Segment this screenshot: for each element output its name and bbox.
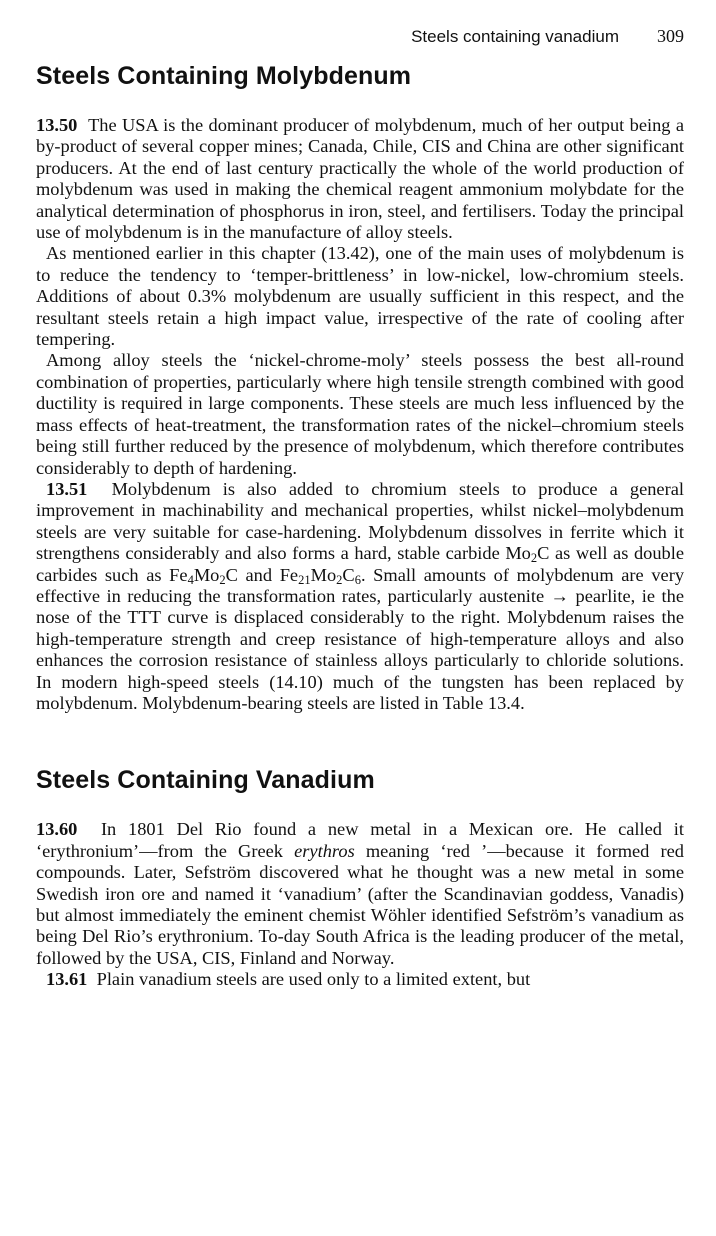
paragraph-number: 13.50 xyxy=(36,115,78,135)
subscript: 2 xyxy=(219,572,226,587)
paragraph-nickel-chrome-moly xyxy=(36,350,684,478)
subscript: 2 xyxy=(530,551,538,566)
italic-term: erythros xyxy=(294,840,355,861)
subscript: 2 xyxy=(336,572,343,587)
paragraph-text: C xyxy=(342,564,355,585)
paragraph-13-50 xyxy=(36,115,684,243)
paragraph-text: Molybdenum is also added to chromium steels to produce a general improvement in machinability and mechanical properties, whilst nickel–molybdenum steels are very suitable for case-hardening. Molybdenum dissolves in ferrite which it strengthens considerably and also forms a hard, stable carbide Mo xyxy=(36,478,684,564)
paragraph-text: As mentioned earlier in this chapter (13.42), one of the main uses of molybdenum is to reduce the tendency to ‘temper-brittleness’ in low-nickel, low-chromium steels. Additions of about 0.3% molybdenum are usually sufficient in this respect, and the resultant steels retain a high impact value, irrespective of the rate of cooling after tempering. xyxy=(36,243,684,350)
paragraph-text: Mo xyxy=(310,564,337,585)
paragraph-text: Plain vanadium steels are used only to a limited extent, but xyxy=(96,969,531,990)
page-number: 309 xyxy=(657,26,684,46)
section-heading-molybdenum: Steels Containing Molybdenum xyxy=(36,62,412,90)
paragraph-text: Among alloy steels the ‘nickel-chrome-moly’ steels possess the best all-round combination of properties, particularly where high tensile strength combined with good ductility is required in large components. These steels are much less influenced by the mass effects of heat-treatment, the transformation rates of the nickel–chromium steels being still further reduced by the presence of molybdenum, which therefore contributes considerably to depth of hardening. xyxy=(36,350,684,478)
paragraph-13-51 xyxy=(36,479,684,714)
book-page xyxy=(36,26,684,991)
paragraph-text: In 1801 Del Rio found a new metal in a Mexican ore. He called it ‘erythronium’—from the Greek xyxy=(36,819,684,861)
paragraph-text: C as well as double carbides such as Fe xyxy=(36,543,684,585)
paragraph-text: meaning ‘red ’—because it formed red compounds. Later, Sefström discovered what he thought was a new metal in some Swedish iron ore and named it ‘vanadium’ (after the Scandinavian goddess, Vanadis) but almost immediately the eminent chemist Wöhler identified Sefström’s vanadium as being Del Rio’s erythronium. To-day South Africa is the leading producer of the metal, followed by the USA, CIS, Finland and Norway. xyxy=(36,840,684,968)
section-spacer xyxy=(36,714,684,754)
paragraph-temper-brittleness xyxy=(36,243,684,350)
section-heading-vanadium: Steels Containing Vanadium xyxy=(36,766,375,795)
paragraph-text: C and Fe xyxy=(225,564,299,585)
subscript: 6 xyxy=(354,572,361,587)
paragraph-text: Mo xyxy=(193,564,220,585)
running-title: Steels containing vanadium xyxy=(411,27,619,46)
running-header xyxy=(36,26,684,50)
paragraph-number: 13.51 xyxy=(46,478,88,499)
paragraph-number: 13.61 xyxy=(46,969,88,990)
subscript: 4 xyxy=(187,572,194,587)
paragraph-number: 13.60 xyxy=(36,819,78,840)
paragraph-text: The USA is the dominant producer of molybdenum, much of her output being a by-product of several copper mines; Canada, Chile, CIS and China are other significant producers. At the end of last century practically the whole of the world production of molybdenum was used in making the chemical reagent ammonium molybdate for the analytical determination of phosphorus in iron, steel, and fertilisers. Today the principal use of molybdenum is in the manufacture of alloy steels. xyxy=(36,115,684,243)
subscript: 21 xyxy=(298,572,311,587)
paragraph-13-61 xyxy=(36,969,684,990)
paragraph-text: . Small amounts of molybdenum are very effective in reducing the transformation rates, particularly austenite → pearlite, ie the nose of the TTT curve is displaced considerably to the right. Molybdenum raises the high-temperature strength and creep resistance of high-temperature alloys and also enhances the corrosion resistance of stainless alloys particularly to chloride solutions. In modern high-speed steels (14.10) much of the tungsten has been replaced by molybdenum. Molybdenum-bearing steels are listed in Table 13.4. xyxy=(36,564,685,713)
paragraph-13-60 xyxy=(36,819,684,969)
